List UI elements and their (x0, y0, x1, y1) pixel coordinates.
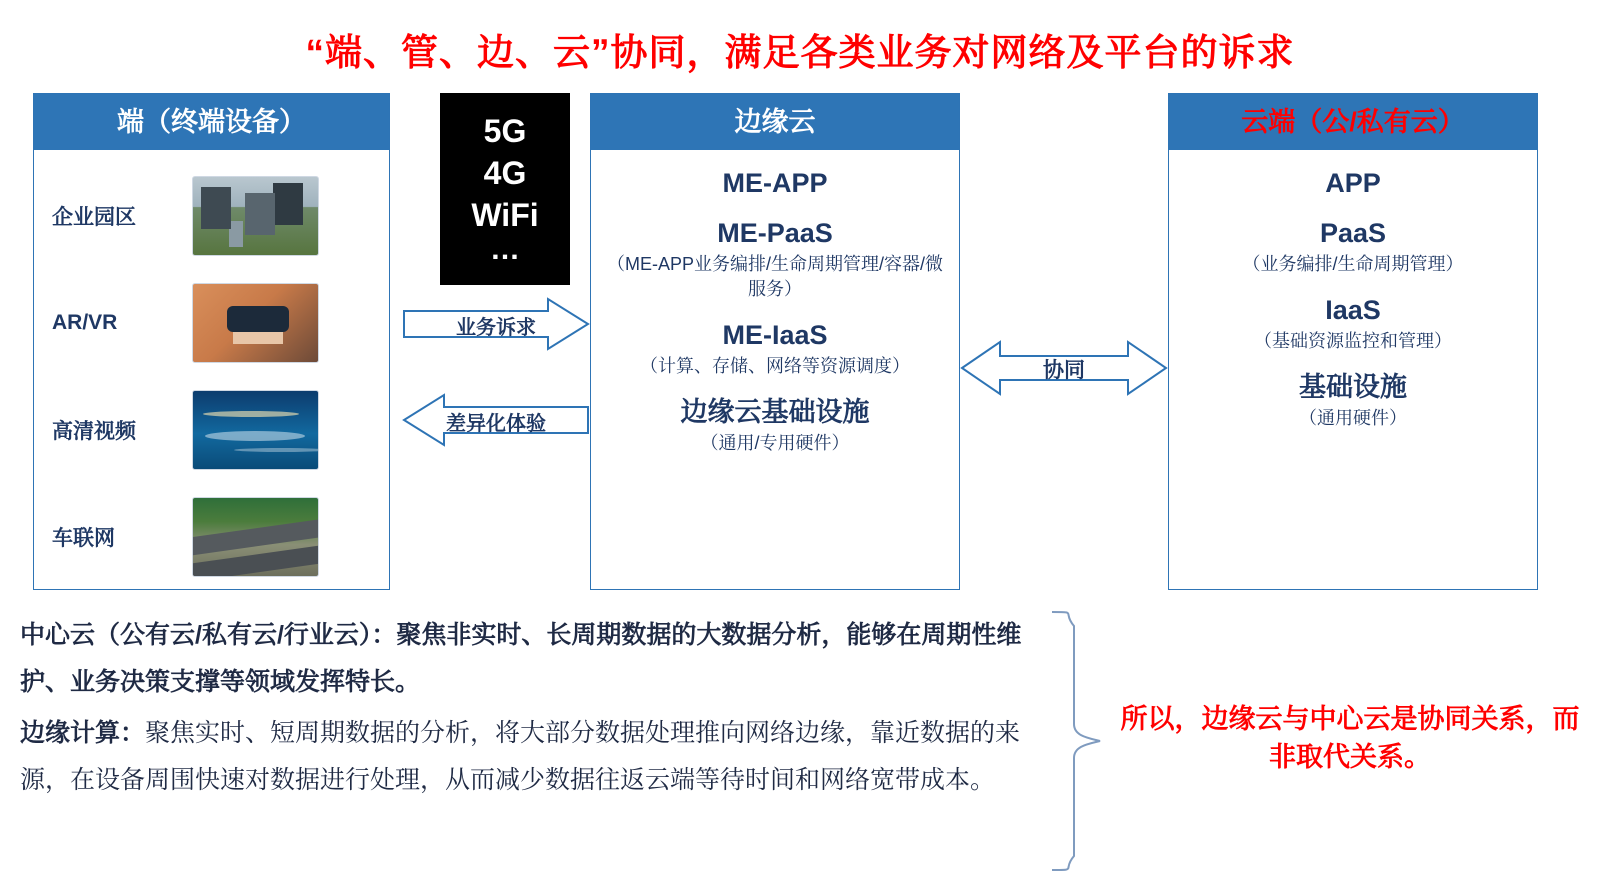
terminal-item-label: 车联网 (52, 527, 115, 551)
cloud-block-iaas (1181, 293, 1525, 354)
terminal-list (34, 150, 389, 591)
edge-block-infrastructure (603, 395, 947, 456)
synergy-label: 协同 (1043, 359, 1085, 382)
edge-block-subtitle: （ME-APP业务编排/生命周期管理/容器/微服务） (606, 254, 943, 299)
edge-block-me-paas (603, 216, 947, 302)
edge-block-me-iaas (603, 318, 947, 379)
arrow-left-icon (402, 393, 590, 447)
synergy-arrow (960, 338, 1168, 398)
cloud-block-infrastructure (1181, 370, 1525, 431)
cloud-block-title: APP (1325, 168, 1381, 198)
list-item (34, 173, 389, 259)
network-5g-label: 5G (483, 113, 527, 149)
list-item (34, 494, 389, 580)
cloud-block-subtitle: （通用硬件） (1299, 408, 1407, 428)
cloud-block-title: 基础设施 (1299, 372, 1407, 402)
edge-cloud-column (590, 93, 960, 590)
terminal-item-label: AR/VR (52, 310, 118, 334)
differentiated-experience-label: 差异化体验 (446, 413, 546, 435)
network-wifi-label: WiFi (471, 197, 539, 233)
arrow-right-icon (402, 297, 590, 351)
cloud-stack (1169, 150, 1537, 591)
cloud-block-subtitle: （基础资源监控和管理） (1254, 331, 1452, 351)
network-more-label: … (490, 233, 520, 266)
network-bearer-box (440, 93, 570, 285)
terminal-item-label: 企业园区 (52, 205, 136, 229)
edge-block-title: ME-PaaS (717, 218, 833, 248)
brace-icon (1048, 610, 1108, 872)
terminal-item-label: 高清视频 (52, 420, 136, 444)
page-title: “端、管、边、云”协同，满足各类业务对网络及平台的诉求 (305, 32, 1295, 73)
edge-computing-lead: 边缘计算： (20, 719, 146, 747)
cloud-column (1168, 93, 1538, 590)
cloud-column-header: 云端（公/私有云） (1169, 94, 1537, 150)
central-cloud-description: 中心云（公有云/私有云/行业云）：聚焦非实时、长周期数据的大数据分析，能够在周期性维护、业务决策支撑等领域发挥特长。 (20, 621, 1022, 696)
list-item (34, 387, 389, 473)
ar-vr-headset-photo (192, 283, 319, 363)
cloud-block-app (1181, 166, 1525, 200)
connected-vehicle-photo (192, 497, 319, 577)
edge-computing-description (20, 710, 1040, 804)
business-demand-label: 业务诉求 (456, 317, 536, 339)
edge-block-subtitle: （通用/专用硬件） (700, 433, 850, 453)
list-item (34, 280, 389, 366)
cloud-block-subtitle: （业务编排/生命周期管理） (1242, 254, 1464, 274)
description-text (20, 612, 1040, 804)
enterprise-park-photo (192, 176, 319, 256)
edge-cloud-column-header: 边缘云 (591, 94, 959, 150)
differentiated-experience-arrow (402, 393, 590, 447)
edge-block-me-app (603, 166, 947, 200)
arrow-left-right-icon (960, 338, 1168, 398)
terminal-column (33, 93, 390, 590)
edge-block-title: ME-APP (722, 168, 828, 198)
terminal-column-header: 端（终端设备） (34, 94, 389, 150)
cloud-block-paas (1181, 216, 1525, 277)
edge-block-title: ME-IaaS (722, 320, 828, 350)
conclusion-text: 所以，边缘云与中心云是协同关系，而非取代关系。 (1120, 704, 1580, 772)
edge-cloud-stack (591, 150, 959, 591)
edge-computing-body: 聚焦实时、短周期数据的分析，将大部分数据处理推向网络边缘，靠近数据的来源，在设备周围快速对数据进行处理，从而减少数据往返云端等待时间和网络宽带成本。 (20, 719, 1021, 794)
hd-video-photo (192, 390, 319, 470)
edge-block-subtitle: （计算、存储、网络等资源调度） (640, 356, 910, 376)
edge-block-title: 边缘云基础设施 (680, 397, 870, 427)
cloud-block-title: PaaS (1319, 218, 1387, 248)
business-demand-arrow (402, 297, 590, 351)
network-4g-label: 4G (483, 155, 527, 191)
cloud-block-title: IaaS (1325, 295, 1381, 325)
